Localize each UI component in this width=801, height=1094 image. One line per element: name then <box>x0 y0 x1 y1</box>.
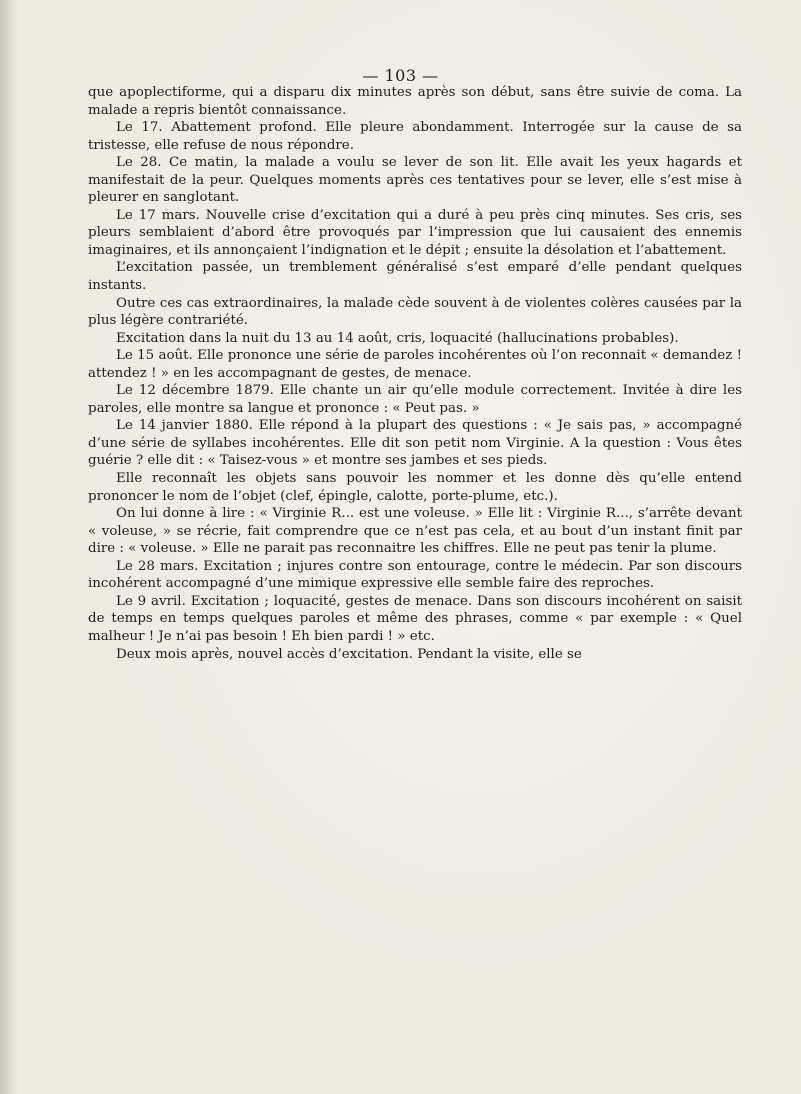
paragraph: On lui donne à lire : « Virginie R... est une voleuse. » Elle lit : Virginie R..., s’arrête devant « voleuse, » se récrie, fait comprendre que ce n’est pas cela, et au bout d’un instant finit par dire : « voleuse. » Elle ne parait pas reconnaitre les chiffres. Elle ne peut pas tenir la plume. <box>88 506 742 557</box>
paragraph: Le 14 janvier 1880. Elle répond à la plupart des questions : « Je sais pas, » accompagné d’une série de syllabes incohérentes. Elle dit son petit nom Virginie. A la question : Vous êtes guérie ? elle dit : « Taisez-vous » et montre ses jambes et ses pieds. <box>88 418 742 469</box>
paragraph: Le 9 avril. Excitation ; loquacité, gestes de menace. Dans son discours incohérent on saisit de temps en temps quelques paroles et même des phrases, comme « par exemple : « Quel malheur ! Je n’ai pas besoin ! Eh bien pardi ! » etc. <box>88 593 742 644</box>
paragraph: L’excitation passée, un tremblement généralisé s’est emparé d’elle pendant quelques instants. <box>88 260 742 294</box>
paragraph: Elle reconnaît les objets sans pouvoir les nommer et les donne dès qu’elle entend prononcer le nom de l’objet (clef, épingle, calotte, porte-plume, etc.). <box>88 471 742 504</box>
paragraph: Le 28 mars. Excitation ; injures contre son entourage, contre le médecin. Par son discours incohérent accompagné d’une mimique expressive elle semble faire des reproches. <box>88 558 742 592</box>
paragraph: Le 17. Abattement profond. Elle pleure abondamment. Interrogée sur la cause de sa tristesse, elle refuse de nous répondre. <box>88 120 742 153</box>
binding-shadow <box>0 0 18 1094</box>
page-number: — 103 — <box>362 66 439 85</box>
paragraph: Le 12 décembre 1879. Elle chante un air qu’elle module correctement. Invitée à dire les paroles, elle montre sa langue et prononce : « Peut pas. » <box>88 383 742 416</box>
paragraph: Excitation dans la nuit du 13 au 14 août, cris, loquacité (hallucinations probables). <box>116 330 679 346</box>
paragraph: Deux mois après, nouvel accès d’excitation. Pendant la visite, elle se <box>116 646 582 662</box>
paragraph: que apoplectiforme, qui a disparu dix minutes après son début, sans être suivie de coma. La malade a repris bientôt connaissance. <box>88 85 742 118</box>
paragraph: Le 15 août. Elle prononce une série de paroles incohérentes où l’on reconnait « demandez ! attendez ! » en les accompagnant de gestes, de menace. <box>88 348 742 381</box>
paragraph: Outre ces cas extraordinaires, la malade cède souvent à de violentes colères causées par la plus légère contrariété. <box>88 295 742 329</box>
body-text <box>88 84 742 663</box>
paragraph: Le 28. Ce matin, la malade a voulu se lever de son lit. Elle avait les yeux hagards et manifestait de la peur. Quelques moments après ces tentatives pour se lever, elle s’est mise à pleurer en sanglotant. <box>88 155 742 206</box>
paragraph: Le 17 mars. Nouvelle crise d’excitation qui a duré à peu près cinq minutes. Ses cris, ses pleurs semblaient d’abord être provoqués par l’impression que lui causaient des ennemis imaginaires, et ils annonçaient l’indignation et le dépit ; ensuite la désolation et l’abattement. <box>88 207 742 258</box>
